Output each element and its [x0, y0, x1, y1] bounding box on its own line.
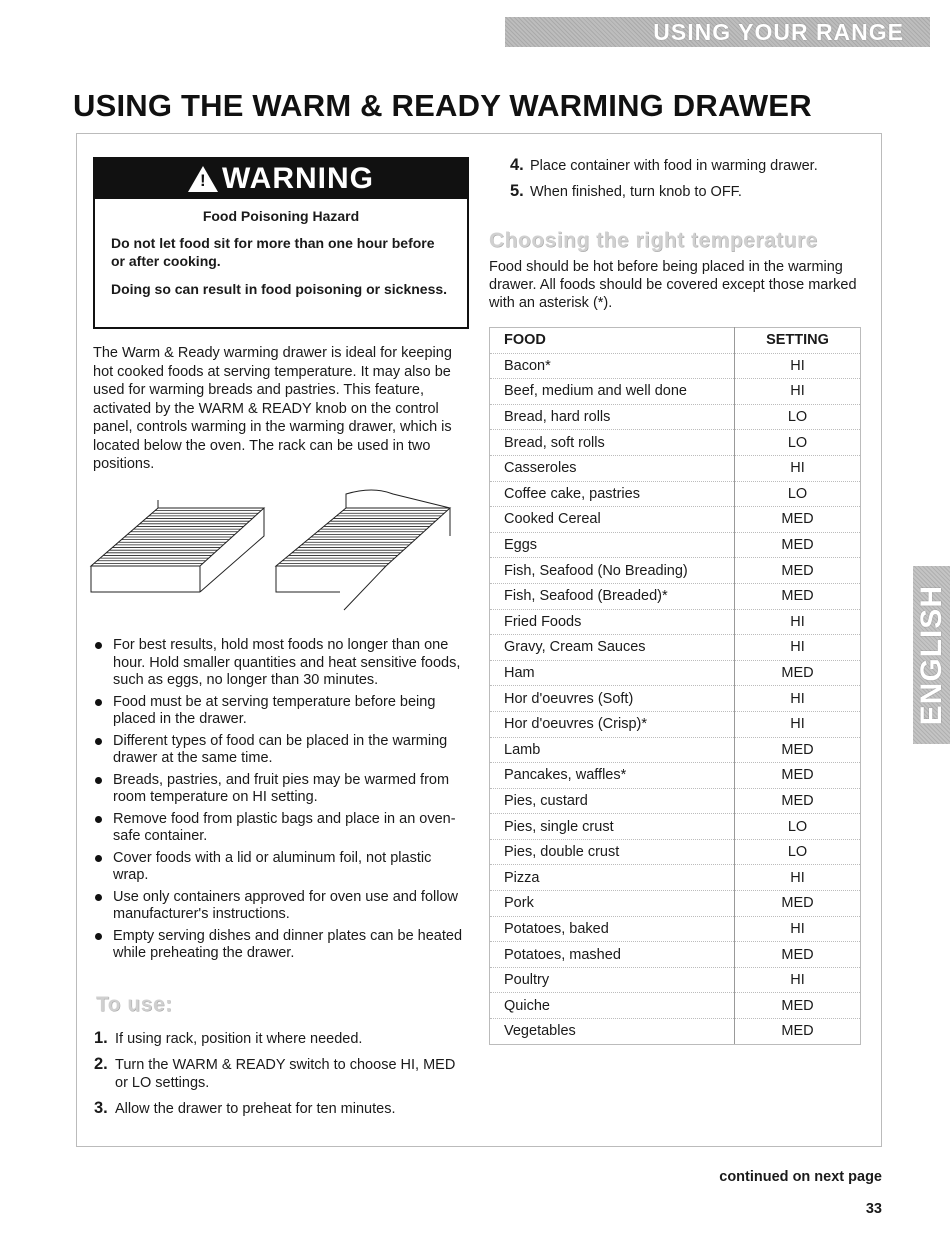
- table-row: [490, 916, 861, 942]
- page-number: 33: [865, 1201, 882, 1217]
- food-cell: Coffee cake, pastries: [490, 481, 735, 507]
- food-cell: Poultry: [490, 967, 735, 993]
- table-row: [490, 942, 861, 968]
- step-number: 5.: [510, 182, 524, 200]
- food-cell: Potatoes, baked: [490, 916, 735, 942]
- table-row: [490, 711, 861, 737]
- setting-cell: MED: [735, 891, 861, 917]
- setting-cell: MED: [735, 532, 861, 558]
- step-text: When finished, turn knob to OFF.: [530, 184, 742, 200]
- list-item: For best results, hold most foods no longer than one hour. Hold smaller quantities and heat sensitive foods, such as eggs, no longer than 30 minutes.: [94, 637, 469, 690]
- section-banner: [505, 17, 930, 47]
- column-header-setting: SETTING: [735, 328, 861, 354]
- food-cell: Fried Foods: [490, 609, 735, 635]
- food-cell: Hor d'oeuvres (Soft): [490, 686, 735, 712]
- food-cell: Cooked Cereal: [490, 507, 735, 533]
- setting-cell: LO: [735, 430, 861, 456]
- food-cell: Eggs: [490, 532, 735, 558]
- language-tab: [913, 566, 950, 744]
- table-row: [490, 609, 861, 635]
- setting-cell: LO: [735, 839, 861, 865]
- food-cell: Pancakes, waffles*: [490, 763, 735, 789]
- warning-line: Doing so can result in food poisoning or sickness.: [111, 281, 448, 297]
- food-cell: Pies, double crust: [490, 839, 735, 865]
- list-item: Remove food from plastic bags and place in an oven-safe container.: [94, 811, 469, 846]
- table-header-row: [490, 328, 861, 354]
- warning-label: WARNING: [222, 162, 374, 195]
- food-cell: Pork: [490, 891, 735, 917]
- setting-cell: HI: [735, 455, 861, 481]
- setting-cell: LO: [735, 404, 861, 430]
- to-use-steps: [94, 1030, 469, 1126]
- list-item: Breads, pastries, and fruit pies may be warmed from room temperature on HI setting.: [94, 772, 469, 807]
- rack-high-position-image: [276, 490, 450, 610]
- table-row: [490, 839, 861, 865]
- setting-cell: HI: [735, 865, 861, 891]
- step-number: 2.: [94, 1055, 108, 1073]
- list-item: Different types of food can be placed in the warming drawer at the same time.: [94, 733, 469, 768]
- setting-cell: HI: [735, 711, 861, 737]
- table-row: [490, 558, 861, 584]
- food-cell: Fish, Seafood (No Breading): [490, 558, 735, 584]
- food-cell: Bread, soft rolls: [490, 430, 735, 456]
- food-cell: Hor d'oeuvres (Crisp)*: [490, 711, 735, 737]
- rack-low-position-image: [91, 500, 264, 592]
- setting-cell: HI: [735, 916, 861, 942]
- table-row: [490, 660, 861, 686]
- list-item: Use only containers approved for oven use and follow manufacturer's instructions.: [94, 889, 469, 924]
- food-cell: Gravy, Cream Sauces: [490, 635, 735, 661]
- continued-note: continued on next page: [719, 1169, 882, 1185]
- to-use-heading: To use:: [96, 993, 173, 1016]
- food-cell: Casseroles: [490, 455, 735, 481]
- page-title: USING THE WARM & READY WARMING DRAWER: [73, 88, 812, 123]
- food-cell: Potatoes, mashed: [490, 942, 735, 968]
- food-cell: Bacon*: [490, 353, 735, 379]
- step-text: If using rack, position it where needed.: [115, 1031, 363, 1047]
- setting-cell: MED: [735, 507, 861, 533]
- section-banner-label: USING YOUR RANGE: [653, 18, 904, 45]
- table-row: [490, 353, 861, 379]
- warning-box: [93, 157, 469, 329]
- temperature-heading: Choosing the right temperature: [489, 229, 818, 252]
- step-text: Allow the drawer to preheat for ten minutes.: [115, 1101, 396, 1117]
- table-row: [490, 763, 861, 789]
- food-cell: Vegetables: [490, 1019, 735, 1045]
- food-setting-table: [489, 327, 861, 1045]
- step-item: [94, 1100, 469, 1118]
- table-row: [490, 686, 861, 712]
- setting-cell: MED: [735, 942, 861, 968]
- table-row: [490, 1019, 861, 1045]
- step-number: 1.: [94, 1029, 108, 1047]
- table-row: [490, 583, 861, 609]
- table-row: [490, 737, 861, 763]
- table-row: [490, 455, 861, 481]
- setting-cell: LO: [735, 814, 861, 840]
- list-item: Food must be at serving temperature before being placed in the drawer.: [94, 694, 469, 729]
- food-cell: Lamb: [490, 737, 735, 763]
- tips-list: [94, 637, 469, 967]
- step-item: [510, 183, 875, 201]
- setting-cell: HI: [735, 379, 861, 405]
- setting-cell: HI: [735, 967, 861, 993]
- rack-positions-illustration: [88, 488, 458, 618]
- warning-subtitle: Food Poisoning Hazard: [202, 208, 360, 224]
- table-row: [490, 507, 861, 533]
- setting-cell: MED: [735, 763, 861, 789]
- setting-cell: MED: [735, 660, 861, 686]
- to-use-steps-continued: [510, 157, 875, 209]
- table-row: [490, 532, 861, 558]
- step-text: Place container with food in warming drawer.: [530, 158, 818, 174]
- food-cell: Beef, medium and well done: [490, 379, 735, 405]
- table-row: [490, 481, 861, 507]
- food-cell: Fish, Seafood (Breaded)*: [490, 583, 735, 609]
- table-row: [490, 635, 861, 661]
- setting-cell: MED: [735, 993, 861, 1019]
- food-cell: Pies, single crust: [490, 814, 735, 840]
- food-cell: Bread, hard rolls: [490, 404, 735, 430]
- warning-header: [95, 159, 467, 199]
- setting-cell: MED: [735, 1019, 861, 1045]
- table-row: [490, 788, 861, 814]
- list-item: Empty serving dishes and dinner plates can be heated while preheating the drawer.: [94, 928, 469, 963]
- warning-triangle-icon: !: [188, 166, 218, 192]
- table-row: [490, 967, 861, 993]
- table-row: [490, 404, 861, 430]
- column-header-food: FOOD: [490, 328, 735, 354]
- intro-paragraph: The Warm & Ready warming drawer is ideal for keeping hot cooked foods at serving temperature. It may also be used for warming breads and pastries. This feature, activated by the WARM & READY knob on the control panel, controls warming in the warming drawer, which is located below the oven. The rack can be used in two positions.: [93, 345, 452, 472]
- food-cell: Pies, custard: [490, 788, 735, 814]
- table-row: [490, 993, 861, 1019]
- food-cell: Pizza: [490, 865, 735, 891]
- table-row: [490, 379, 861, 405]
- list-item: Cover foods with a lid or aluminum foil, not plastic wrap.: [94, 850, 469, 885]
- table-row: [490, 865, 861, 891]
- warning-line: Do not let food sit for more than one hour before or after cooking.: [111, 235, 435, 269]
- food-cell: Ham: [490, 660, 735, 686]
- setting-cell: LO: [735, 481, 861, 507]
- setting-cell: HI: [735, 353, 861, 379]
- setting-cell: MED: [735, 788, 861, 814]
- step-number: 3.: [94, 1099, 108, 1117]
- step-item: [94, 1030, 469, 1048]
- table-row: [490, 814, 861, 840]
- step-text: Turn the WARM & READY switch to choose HI, MED or LO settings.: [115, 1057, 456, 1091]
- setting-cell: HI: [735, 686, 861, 712]
- setting-cell: MED: [735, 737, 861, 763]
- temperature-paragraph: Food should be hot before being placed in the warming drawer. All foods should be covered except those marked with an asterisk (*).: [489, 259, 857, 311]
- language-tab-label: ENGLISH: [914, 584, 948, 726]
- setting-cell: MED: [735, 558, 861, 584]
- step-item: [510, 157, 875, 175]
- table-row: [490, 430, 861, 456]
- step-number: 4.: [510, 156, 524, 174]
- setting-cell: MED: [735, 583, 861, 609]
- food-cell: Quiche: [490, 993, 735, 1019]
- step-item: [94, 1056, 469, 1092]
- setting-cell: HI: [735, 635, 861, 661]
- setting-cell: HI: [735, 609, 861, 635]
- table-row: [490, 891, 861, 917]
